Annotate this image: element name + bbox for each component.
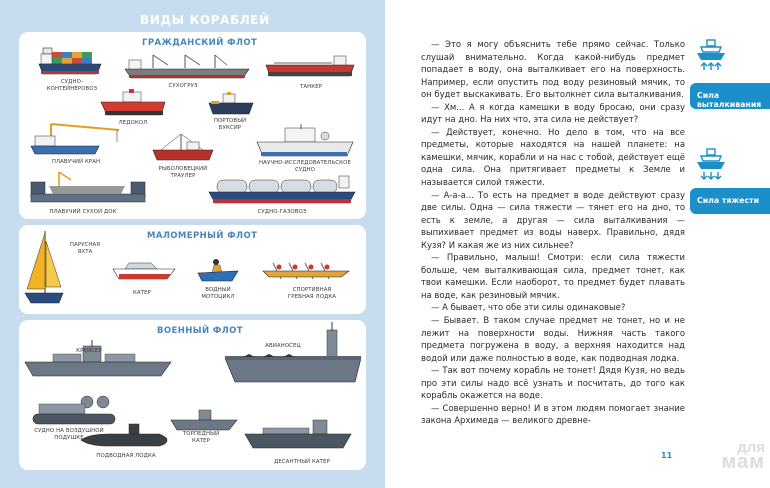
label-landing-craft: ДЕСАНТНЫЙ КАТЕР [274,459,330,465]
paragraph: — Правильно, малыш! Смотри: если сила тяжести больше, чем выталкивающая сила, предмет тонет, как твои камешки. Если наоборот, то предмет будет плавать на воде, как резиновый мячик. [421,252,685,300]
cruiser-illustration [23,340,173,382]
label-motorboat: КАТЕР [133,290,151,296]
label-torpedo-boat: ТОРПЕДНЫЙ КАТЕР [182,431,220,444]
floating-crane-illustration [29,120,127,158]
label-gas-carrier: СУДНО-ГАЗОВОЗ [257,209,307,215]
paragraph: — Действует, конечно. Но дело в том, что на все предметы, которые находятся на нашей планете: на камешки, мячик, корабли и на нас с тобой, действует ещё одна сила. Она притягивает предметы к Земле и называется силой тяжести. [421,126,685,188]
gravity-ship-icon [695,147,727,181]
watermark-top: для [737,439,765,456]
label-rowing-boat: СПОРТИВНАЯ ГРЕБНАЯ ЛОДКА [287,287,337,300]
label-submarine: ПОДВОДНАЯ ЛОДКА [96,453,156,459]
tab-gravity[interactable]: Сила тяжести [690,188,770,214]
icebreaker-illustration [99,89,171,121]
jetski-illustration [196,257,240,283]
label-floating-drydock: ПЛАВУЧИЙ СУХОЙ ДОК [49,209,117,215]
submarine-illustration [79,420,169,452]
watermark [685,439,765,473]
rowing-boat-illustration [261,259,351,283]
page-title: ВИДЫ КОРАБЛЕЙ [140,13,270,27]
body-text [421,38,685,427]
paragraph: — Хм... А я когда камешки в воду бросаю, они сразу идут на дно. На них что, эта сила не действует? [421,101,685,125]
label-cruiser: КРЕЙСЕР [76,348,102,354]
label-hovercraft: СУДНО НА ВОЗДУШНОЙ ПОДУШКЕ [34,428,104,441]
label-trawler: РЫБОЛОВЕЦКИЙ ТРАУЛЕР [158,166,208,179]
label-yacht: ПАРУСНАЯ ЯХТА [69,242,101,255]
paragraph: — Это я могу объяснить тебе прямо сейчас. Только слушай внимательно. Когда какой-нибудь предмет попадает в воду, она выталкивает его на поверхность. Например, если опустить под воду резиновый мячик, то он будет выскакивать. Его вытолкнет сила выталкивания. [421,39,685,100]
paragraph: — А-а-а... То есть на предмет в воде действуют сразу две силы. Одна — сила тяжести — тянет его на дно, то есть к земле, а другая — сила выталкивания — выпихивает предмет из воды наверх. Правильно, дядя Кузя? И какая же из них сильнее? [421,189,685,250]
military-fleet-title: ВОЕННЫЙ ФЛОТ [157,326,243,336]
small-fleet-title: МАЛОМЕРНЫЙ ФЛОТ [147,231,258,241]
cargo-ship-illustration [123,50,253,82]
paragraph: — А бывает, что обе эти силы одинаковые? [431,302,626,313]
yacht-illustration [23,229,65,307]
paragraph: — Так вот почему корабль не тонет! Дядя Кузя, но ведь про эти силы надо всё узнать и посчитать, до того как корабль окажется на воде. [421,365,685,401]
motorboat-illustration [111,259,177,281]
label-jetski: ВОДНЫЙ МОТОЦИКЛ [201,287,235,300]
label-container-ship: СУДНО- КОНТЕЙНЕРОВОЗ [46,79,98,92]
label-tanker: ТАНКЕР [299,84,323,90]
label-floating-crane: ПЛАВУЧИЙ КРАН [51,159,101,165]
tanker-illustration [264,52,356,80]
label-icebreaker: ЛЕДОКОЛ [118,120,148,126]
label-aircraft-carrier: АВИАНОСЕЦ [265,343,301,349]
research-vessel-illustration [255,124,355,160]
buoyancy-ship-icon [695,38,727,72]
torpedo-boat-illustration [169,406,239,434]
landing-craft-illustration [243,416,353,454]
military-fleet-panel [19,320,366,470]
floating-drydock-illustration [29,168,147,204]
tab-buoyancy[interactable]: Сила выталкивания [690,83,770,109]
page-number: 11 [661,451,673,460]
gas-carrier-illustration [207,172,357,206]
small-fleet-panel [19,225,366,314]
paragraph: — Совершенно верно! И в этом людям помогает знание закона Архимеда — великого древне- [421,402,685,426]
label-cargo-ship: СУХОГРУЗ [168,83,198,89]
aircraft-carrier-illustration [223,322,363,394]
watermark-bottom: мам [721,451,765,473]
label-tug: ПОРТОВЫЙ БУКСИР [213,118,247,131]
trawler-illustration [151,132,215,164]
right-page [385,0,770,488]
paragraph: — Бывает. В таком случае предмет не тонет, но и не лежит на поверхности воды. Нижняя часть такого предмета погружена в воду, а верхняя находится над водой или даже полностью в воде, как подводная лодка. [421,315,685,363]
civil-fleet-title: ГРАЖДАНСКИЙ ФЛОТ [142,38,258,48]
civil-fleet-panel [19,32,366,219]
container-ship-illustration [37,44,105,78]
tug-illustration [207,92,255,118]
label-research-vessel: НАУЧНО-ИССЛЕДОВАТЕЛЬСКОЕ СУДНО [259,160,351,173]
